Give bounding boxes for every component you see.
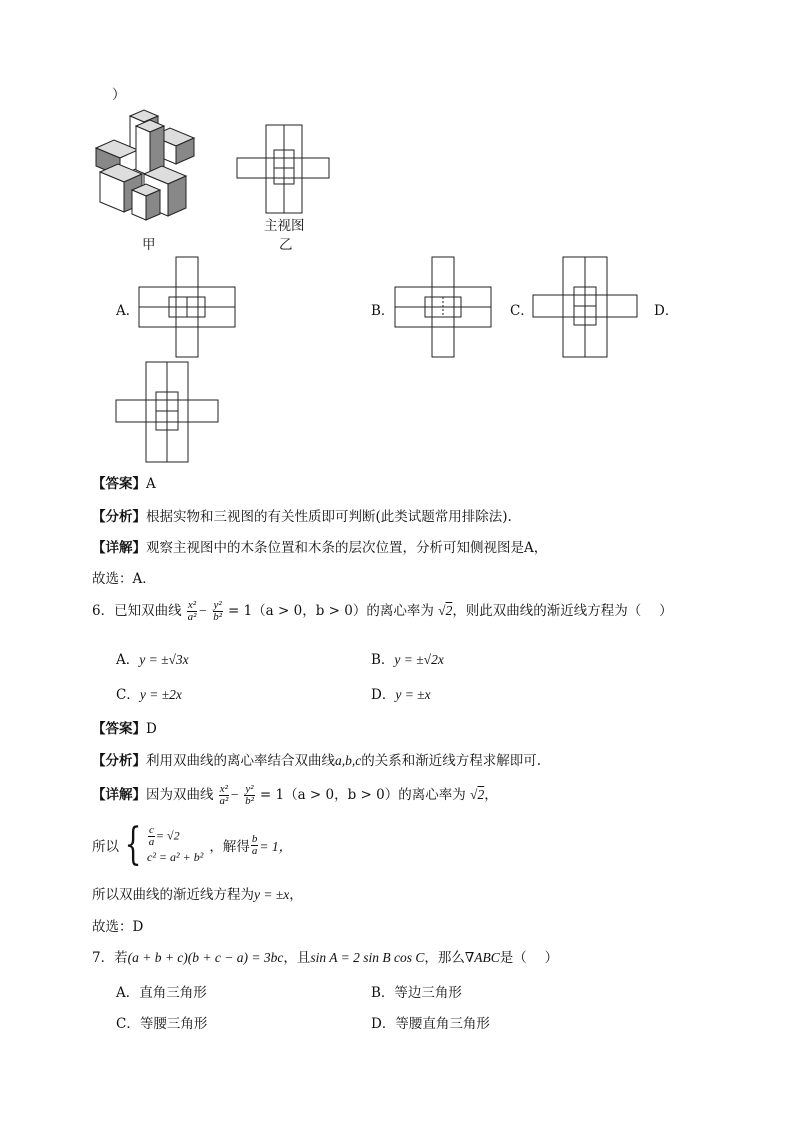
figure-jia-label: 甲 xyxy=(142,237,156,253)
equation-system: $\frac{c}{a}$ = √2 c² = a² + b² xyxy=(147,823,204,864)
q6-choose: 故选：D xyxy=(92,919,144,935)
answer-tag: 【答案】 xyxy=(92,721,146,737)
detail-tag: 【详解】 xyxy=(92,540,146,556)
q7-option-a[interactable]: A．直角三角形 xyxy=(116,985,207,1001)
q5-option-b-label: B． xyxy=(371,303,395,319)
question-number: 7． xyxy=(92,950,115,966)
analysis-tag: 【分析】 xyxy=(92,753,146,769)
analysis-text: 根据实物和三视图的有关性质即可判断(此类试题常用排除法). xyxy=(146,509,512,525)
figure-yi-front-view xyxy=(236,124,330,214)
stem-condition: = 1（a > 0，b > 0）的离心率为 xyxy=(227,603,434,619)
q6-option-a[interactable]: A．y = ±√3x xyxy=(116,652,189,668)
answer-value: A xyxy=(146,476,156,492)
figure-jia-isometric xyxy=(92,108,212,228)
answer-value: D xyxy=(146,721,157,737)
q6-option-b[interactable]: B．y = ±√2x xyxy=(371,652,444,668)
paren-close: ） xyxy=(112,87,126,103)
q6-system: 所以 { $\frac{c}{a}$ = √2 c² = a² + b² ，解得 $\frac{b}{a}$ = 1， xyxy=(92,819,293,870)
q6-stem: 6．已知双曲线 $\frac{\text{x²}}{\text{a²}}$ − $\frac{\text{y²}}{\text{b²}}$ = 1（a > 0，b > 0）的离心率为 √2，则此双曲线的渐近线方程为（ ） xyxy=(92,599,673,623)
q7-option-d[interactable]: D．等腰直角三角形 xyxy=(371,1016,490,1032)
q6-conclusion: 所以双曲线的渐近线方程为y = ±x， xyxy=(92,887,303,903)
q5-option-c-label: C． xyxy=(510,303,534,319)
q5-option-c-figure[interactable] xyxy=(532,256,638,358)
q5-option-d-label: D． xyxy=(654,303,679,319)
q5-answer xyxy=(92,472,156,492)
figure-yi-caption: 主视图 xyxy=(264,218,305,234)
q6-option-d[interactable]: D．y = ±x xyxy=(371,687,431,703)
fraction-y2-b2: $\frac{\text{y²}}{\text{b²}}$ xyxy=(213,599,222,623)
detail-tag: 【详解】 xyxy=(92,787,146,803)
q5-option-a-label: A． xyxy=(116,303,140,319)
detail-text: 观察主视图中的木条位置和木条的层次位置，分析可知侧视图是A， xyxy=(146,540,548,556)
q5-detail xyxy=(92,536,547,556)
q7-option-c[interactable]: C．等腰三角形 xyxy=(116,1016,208,1032)
q6-analysis: 【分析】利用双曲线的离心率结合双曲线a,b,c的关系和渐近线方程求解即可. xyxy=(92,753,542,769)
q5-choose: 故选：A． xyxy=(92,571,156,587)
stem-end: ，则此双曲线的渐近线方程为（ ） xyxy=(452,603,673,619)
fraction-x2-a2: $\frac{\text{x²}}{\text{a²}}$ xyxy=(187,599,197,623)
q5-option-a-figure[interactable] xyxy=(138,256,236,358)
q5-option-b-figure[interactable] xyxy=(394,256,492,358)
left-brace: { xyxy=(124,819,142,870)
q5-option-d-figure[interactable] xyxy=(115,361,219,463)
stem-text: 已知双曲线 xyxy=(114,603,182,619)
question-number: 6． xyxy=(92,603,115,619)
answer-tag: 【答案】 xyxy=(92,476,146,492)
q6-answer xyxy=(92,717,157,737)
q6-option-c[interactable]: C．y = ±2x xyxy=(116,687,182,703)
q6-detail: 【详解】因为双曲线 $\frac{\text{x²}}{\text{a²}}$ − $\frac{\text{y²}}{\text{b²}}$ = 1（a > 0，b > 0）的离心率为 √2， xyxy=(92,783,498,807)
q7-stem: 7．若(a + b + c)(b + c − a) = 3bc，且sin A = 2 sin B cos C，那么∇ABC是（ ） xyxy=(92,950,559,966)
q7-option-b[interactable]: B．等边三角形 xyxy=(371,985,462,1001)
q5-analysis xyxy=(92,505,512,525)
sqrt-2: √2 xyxy=(438,603,453,618)
analysis-tag: 【分析】 xyxy=(92,509,146,525)
figure-yi-label: 乙 xyxy=(279,237,293,253)
